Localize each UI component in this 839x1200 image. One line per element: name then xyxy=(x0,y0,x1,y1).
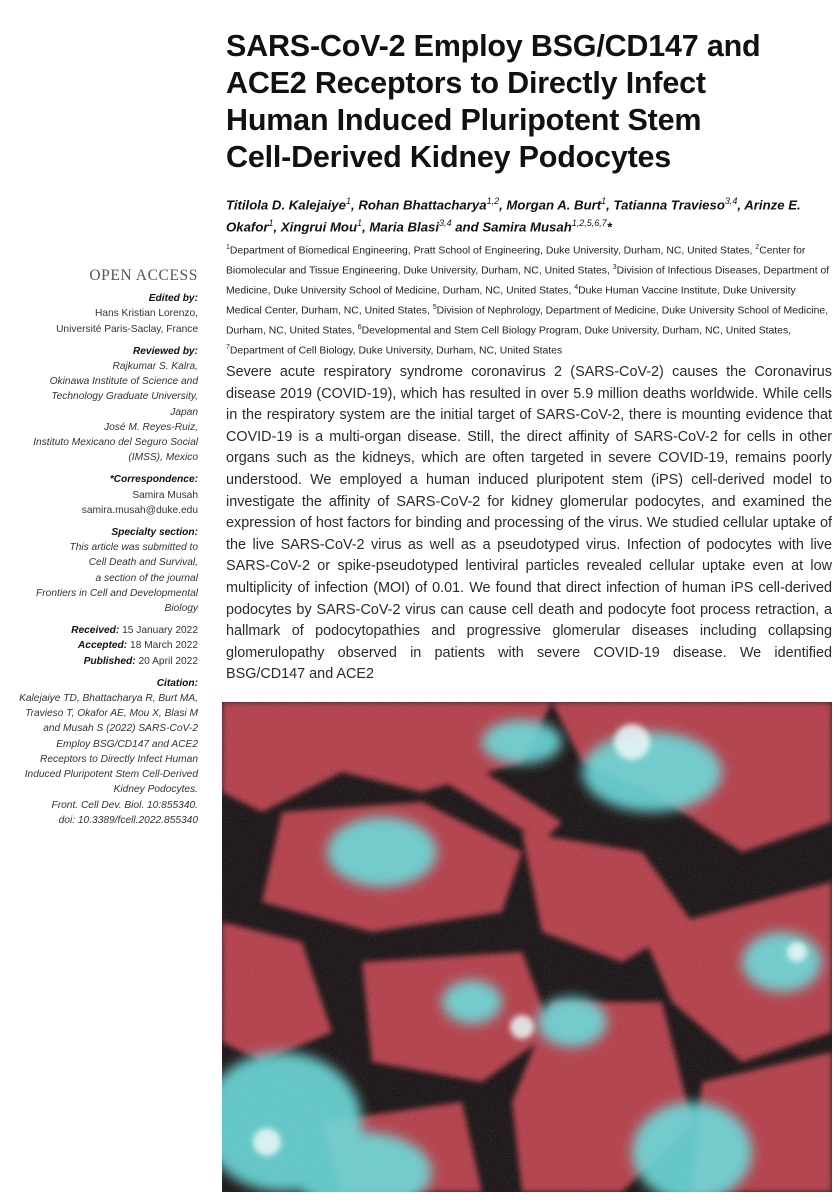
edited-by-label: Edited by: xyxy=(148,293,198,305)
specialty-label: Specialty section: xyxy=(111,527,198,539)
author-affiliation-marker: 1 xyxy=(601,196,607,206)
affiliation-number: 5 xyxy=(432,304,437,312)
affiliation-text: Division of Infectious Diseases, Department of Medicine, Duke University School of Medicine, Durham, NC, United States, xyxy=(226,265,830,297)
article-title xyxy=(226,28,832,176)
dates-section xyxy=(0,623,198,669)
author-name[interactable]: Arinze E. Okafor xyxy=(226,197,801,235)
edited-by-section xyxy=(0,291,198,337)
citation-line: Front. Cell Dev. Biol. 10:855340. xyxy=(51,799,198,811)
affiliation-text: Center for Biomolecular and Tissue Engineering, Duke University, Durham, NC, United States, xyxy=(226,245,806,277)
affiliation-number: 4 xyxy=(574,284,579,292)
citation-line: and Musah S (2022) SARS-CoV-2 xyxy=(43,723,198,735)
author-affiliation-marker: 1,2,5,6,7 xyxy=(571,218,607,229)
specialty-line: a section of the journal xyxy=(95,572,198,584)
accepted-date: Accepted: 18 March 2022 xyxy=(77,640,198,652)
author-name[interactable]: Tatianna Travieso xyxy=(613,197,725,213)
received-date: Received: 15 January 2022 xyxy=(71,625,198,637)
reviewed-by-label: Reviewed by: xyxy=(132,345,198,357)
correspondent-name: Samira Musah xyxy=(132,489,198,501)
editor-line: Hans Kristian Lorenzo, xyxy=(94,308,198,320)
author-name[interactable]: Xingrui Mou xyxy=(280,219,358,235)
citation-section xyxy=(0,676,198,828)
author-affiliation-marker: 1 xyxy=(357,218,363,229)
author-affiliation-marker: 3,4 xyxy=(724,196,738,206)
affiliation-number: 2 xyxy=(755,244,760,251)
affiliation-list xyxy=(226,240,832,360)
title-line: ACE2 Receptors to Directly Infect xyxy=(226,66,706,100)
reviewer-line: Technology Graduate University, xyxy=(51,391,198,403)
author-name[interactable]: Maria Blasi xyxy=(369,219,440,235)
citation-line: Receptors to Directly Infect Human xyxy=(40,753,198,765)
reviewer-line: Okinawa Institute of Science and xyxy=(49,376,198,388)
author-affiliation-marker: 3,4 xyxy=(439,218,452,229)
article-info-sidebar xyxy=(0,268,198,835)
specialty-line: Cell Death and Survival, xyxy=(88,557,198,569)
author-list: Titilola D. Kalejaiye$^1$, Rohan Bhattacharya$^{1,2}$, Morgan A. Burt$^1$, Tatianna Travieso$^{3,4}$, Arinze E. Okafor$^1$, Xingrui Mou$^1$, Maria Blasi$^{3,4}$ and Samira Musah$^{1,2,5,6,7}$* xyxy=(226,196,801,235)
title-line: Cell-Derived Kidney Podocytes xyxy=(226,140,672,174)
author-name[interactable]: Samira Musah xyxy=(482,219,572,235)
citation-line: Induced Pluripotent Stem Cell-Derived xyxy=(24,769,198,781)
published-date: Published: 20 April 2022 xyxy=(83,655,198,667)
reviewer-line: Japan xyxy=(170,406,198,418)
citation-line: Kalejaiye TD, Bhattacharya R, Burt MA, xyxy=(19,693,198,705)
reviewer-line: Instituto Mexicano del Seguro Social xyxy=(33,437,198,449)
affiliation-text: Developmental and Stem Cell Biology Program, Duke University, Durham, NC, United States, xyxy=(361,325,792,337)
specialty-line: This article was submitted to xyxy=(69,542,198,554)
affiliation-text: Department of Cell Biology, Duke University, Durham, NC, United States xyxy=(229,345,563,357)
title-line: SARS-CoV-2 Employ BSG/CD147 and xyxy=(226,29,761,63)
affiliation-text: Department of Biomedical Engineering, Pratt School of Engineering, Duke University, Durham, NC, United States, xyxy=(229,245,756,257)
reviewer-line: Rajkumar S. Kalra, xyxy=(112,361,198,373)
author-name[interactable]: Morgan A. Burt xyxy=(506,197,602,213)
author-name[interactable]: Titilola D. Kalejaiye xyxy=(226,197,346,213)
affiliation-number: 1 xyxy=(226,244,230,251)
reviewer-line: (IMSS), Mexico xyxy=(128,452,198,464)
specialty-line: Frontiers in Cell and Developmental xyxy=(36,587,198,599)
citation-line: Employ BSG/CD147 and ACE2 xyxy=(56,738,198,750)
editor-line: Université Paris-Saclay, France xyxy=(56,323,198,335)
affiliation-number: 3 xyxy=(612,264,617,272)
author-name[interactable]: Rohan Bhattacharya xyxy=(358,197,487,213)
abstract-text: Severe acute respiratory syndrome coronavirus 2 (SARS-CoV-2) causes the Coronavirus disease 2019 (COVID-19), which has resulted in over 5.9 million deaths worldwide. While cells in the respiratory system are the initial target of SARS-CoV-2, there is mounting evidence that COVID-19 is a multi-organ disease. Still, the direct affinity of SARS-CoV-2 for cells in other organs such as the kidneys, which are often targeted in severe COVID-19, remains poorly understood. We employed a human induced pluripotent stem (iPS) cell-derived model to investigate the affinity of SARS-CoV-2 for kidney glomerular podocytes, and examined the expression of host factors for binding and processing of the virus. We studied cellular uptake of the live SARS-CoV-2 virus as well as a pseudotyped virus. Infection of podocytes with live SARS-CoV-2 or spike-pseudotyped lentiviral particles revealed cellular uptake even at low multiplicity of infection (MOI) of 0.01. We found that direct infection of human iPS cell-derived podocytes by SARS-CoV-2 virus can cause cell death and podocyte foot process retraction, a hallmark of podocytopathies and progressive glomerular diseases including collapsing glomerulopathy observed in patients with severe COVID-19 disease. We identified BSG/CD147 and ACE2 xyxy=(226,364,832,683)
specialty-section xyxy=(0,525,198,616)
correspondent-email[interactable]: samira.musah@duke.edu xyxy=(81,504,198,516)
author-affiliation-marker: 1,2 xyxy=(486,196,500,206)
micrograph-image xyxy=(222,702,832,1192)
citation-line: Kidney Podocytes. xyxy=(113,784,198,796)
affiliation-number: 6 xyxy=(357,324,362,332)
affiliation-text: Duke Human Vaccine Institute, Duke University Medical Center, Durham, NC, United States, xyxy=(226,285,796,317)
reviewed-by-section xyxy=(0,344,198,466)
citation-label: Citation: xyxy=(156,677,198,689)
specialty-line: Biology xyxy=(164,603,198,615)
citation-doi[interactable]: doi: 10.3389/fcell.2022.855340 xyxy=(58,814,198,826)
author-affiliation-marker: 1 xyxy=(345,196,351,206)
fluorescence-micrograph xyxy=(222,702,832,1192)
open-access-label: OPEN ACCESS xyxy=(89,267,198,284)
citation-line: Travieso T, Okafor AE, Mou X, Blasi M xyxy=(25,708,198,720)
title-line: Human Induced Pluripotent Stem xyxy=(226,103,702,137)
author-affiliation-marker: 1 xyxy=(268,218,274,229)
affiliation-text: Division of Nephrology, Department of Medicine, Duke University School of Medicine, Durham, NC, United States, xyxy=(226,305,829,337)
correspondence-label: *Correspondence: xyxy=(109,474,198,486)
reviewer-line: José M. Reyes-Ruiz, xyxy=(104,421,198,433)
affiliation-number: 7 xyxy=(226,344,230,352)
correspondence-section xyxy=(0,472,198,518)
